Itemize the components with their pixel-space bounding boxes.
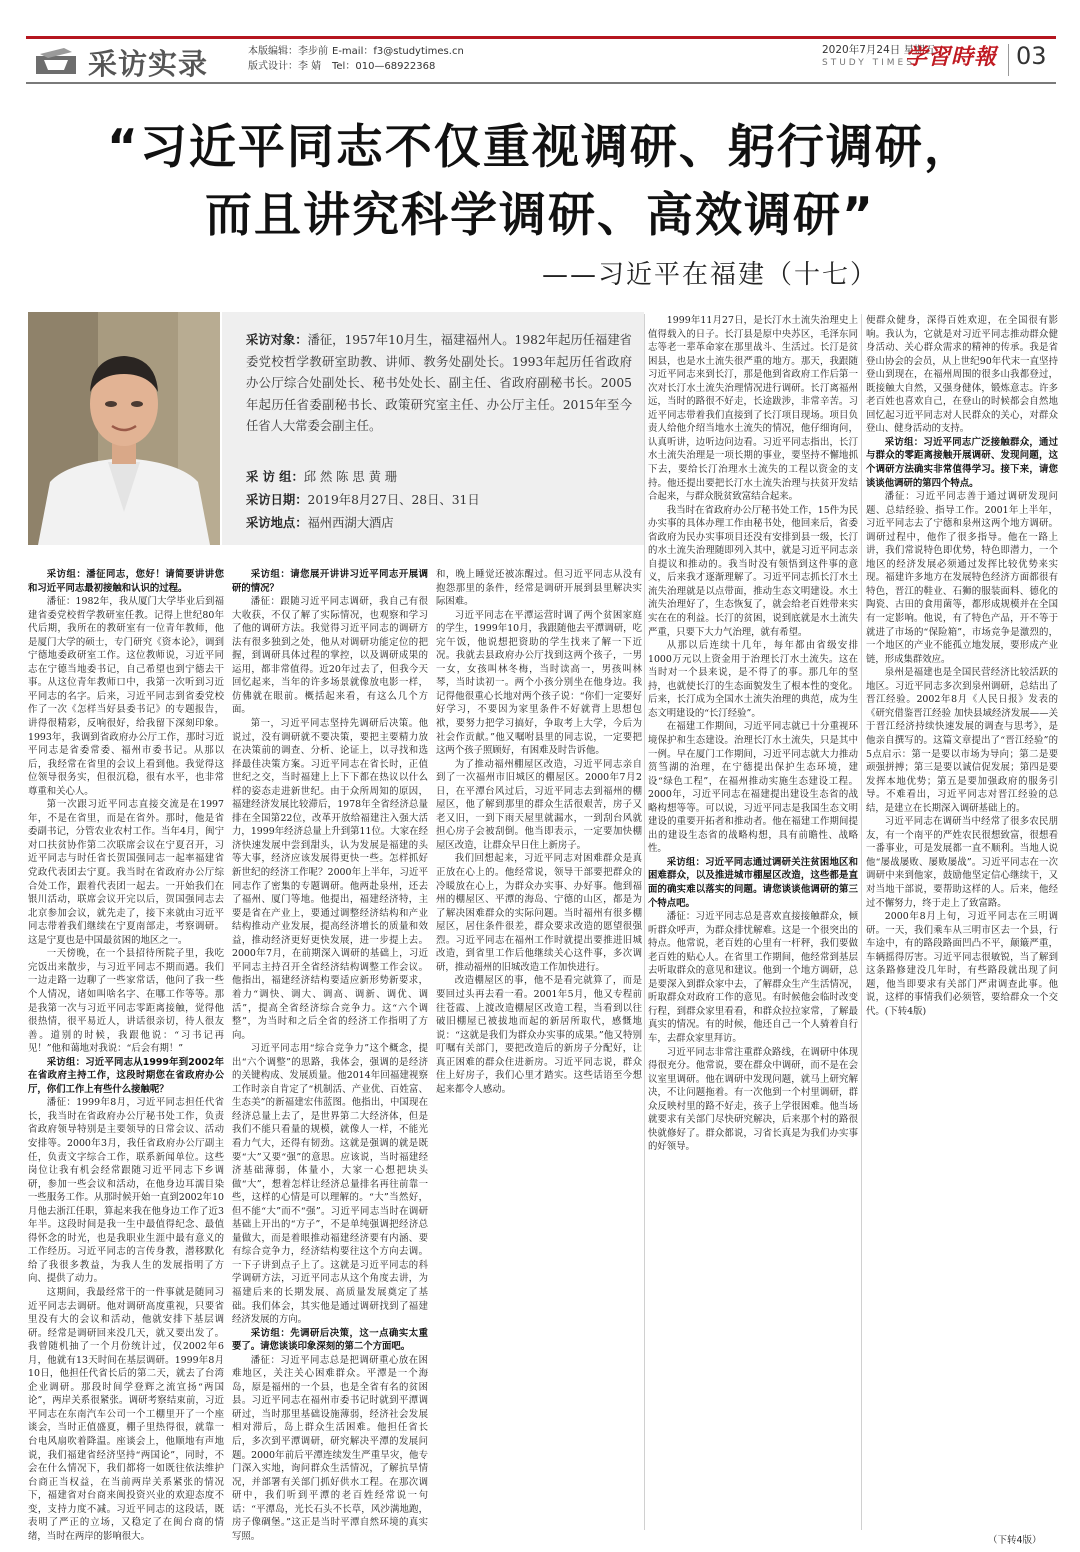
date-value: 2019年8月27日、28日、31日	[307, 493, 480, 507]
headline-subtitle: ——习近平在福建（十七）	[541, 260, 878, 290]
interviewee-photo	[28, 312, 220, 545]
paragraph: 泉州是福建也是全国民营经济比较活跃的地区。习近平同志多次到泉州调研，总结出了晋江经验。2002年8月《人民日报》发表的《研究借鉴晋江经验 加快县域经济发展——关于晋江经济持续快速发展的调查与思考》，是他亲自撰写的。这篇文章提出了“晋江经验”的5点启示：第一是要以市场为导向；第二是要顽强拼搏；第三是要以诚信促发展；第四是要发挥本地优势；第五是要加强政府的服务引导。不难看出，习近平同志对晋江经验的总结，是建立在长期深入调研基础上的。	[866, 667, 1058, 814]
article-column-1	[28, 568, 224, 1542]
place-label: 采访地点：	[246, 516, 308, 530]
profile-text: 潘征，1957年10月生，福建福州人。1982年起历任福建省委党校哲学教研室助教、讲师、教务处副处长。1993年起历任省政府办公厅综合处副处长、秘书处处长、副主任、省政府副秘书长。2005年起历任省委副秘书长、政策研究室主任、办公厅主任。2015年至今任省人大常委会副主任。	[246, 333, 632, 433]
interview-place	[246, 513, 394, 531]
paragraph: 改造棚屋区的事，他不是看完就算了，而是要回过头再去看一看。2001年5月，他又专程前往苍霞、上渡改造棚屋区改造工程，当看到以往破旧棚屋已被拔地而起的新居所取代，感慨地说：“这就是我们为群众办实事的成果。”他又特别叮嘱有关部门，要把改造后的新房子分配好，让真正困难的群众住进新房。习近平同志说，群众住上好房子，我们心里才踏实。这些话语至今想起来都令人感动。	[436, 975, 642, 1095]
paragraph: 2000年8月上旬，习近平同志在三明调研。一天，我们乘车从三明市区去一个县，行车途中，有的路段路面凹凸不平，颠簸严重，车辆摇得厉害。习近平同志很敏锐，当了解到这条路修建没几年时，有些路段就出现了问题，他当即要求有关部门严肃调查此事。他说，这样的事情我们必须管，要给群众一个交代。(下转4版)	[866, 911, 1058, 1017]
paragraph: 第一次跟习近平同志直接交流是在1997年，不是在省里，而是在省外。那时，他是省委副书记，分管农业农村工作。当年4月，闽宁对口扶贫协作第二次联席会议在宁夏召开，习近平同志与时任省长贺国强同志一起率福建省党政代表团去宁夏。我当时在省政府办公厅综合处工作，跟着代表团一起去。一开始我们在银川活动，联席会议开完以后，贺国强同志去北京参加会议，就先走了，接下来就由习近平同志带着我们继续在宁夏南部走，考察调研。这是宁夏也是中国最贫困的地区之一。	[28, 799, 224, 946]
paragraph: 潘征：习近平同志总是喜欢直接接触群众，倾听群众呼声，为群众排忧解难。这是一个很突出的特点。他常说，老百姓的心里有一杆秤，我们要做老百姓的贴心人。在省里工作期间，他经常到基层去听取群众的意见和建议。他到一个地方调研，总是要深入到群众家中去，了解群众生产生活情况，听取群众对政府工作的意见。有时候他会临时改变行程，到群众家里看看，和群众拉拉家常，了解最真实的情况。有的时候，他还自己一个人骑着自行车，去群众家里拜访。	[648, 911, 858, 1044]
paragraph: 潘征：1982年，我从厦门大学毕业后到福建省委党校哲学教研室任教。记得上世纪80年代后期，我所在的教研室有一位青年教师，他是厦门大学的硕士，专门研究《资本论》，调到宁德地委政研室工作。这位教师说，习近平同志在宁德当地委书记，自己希望也到宁德去干事。从这位青年教师口中，我第一次听到习近平同志的名字。后来，习近平同志到省委党校作了一次《怎样当好县委书记》的专题报告，讲得很精彩，反响很好，给我留下深刻印象。1993年，我调到省政府办公厅工作，那时习近平同志是省委常委、福州市委书记。从那以后，我经常在省里的会议上看到他。我觉得这位领导很务实，但很沉稳，很有水平，也非常尊重和关心人。	[28, 596, 224, 797]
interview-date	[246, 490, 480, 508]
masthead-top-rule	[26, 36, 1056, 39]
interview-question: 采访组：习近平同志通过调研关注贫困地区和困难群众，以及推进城市棚屋区改造，这些都是直面的确实难以落实的问题。请您谈谈他调研的第三个特点吧。	[648, 856, 858, 909]
contact-info	[332, 44, 464, 74]
paragraph: 便群众健身，深得百姓欢迎，在全国很有影响。我认为，它就是对习近平同志推动群众健身活动、关心群众需求的精神的传承。我是省登山协会的会员，从上世纪90年代末一直坚持登山到现在，在福州周围的很多山我都登过，既接触大自然，又强身健体，锻炼意志。许多老百姓也喜欢自己，在登山的时候都会自然地回忆起习近平同志对人民群众的关心，对群众登山、健身活动的支持。	[866, 315, 1058, 435]
email-line: E-mail：f3@studytimes.cn	[332, 46, 464, 57]
article-column-3	[436, 568, 642, 1530]
editor-line: 本版编辑：李步前	[248, 46, 328, 57]
date-label: 采访日期：	[246, 493, 308, 507]
paragraph: 我当时在省政府办公厅秘书处工作，15件为民办实事的具体办理工作由秘书处，他回来后，省委省政府为民办实事项目还没有安排到县一级，长汀的水土流失治理随即列入其中，就是习近平同志亲自提议和推动的。我当时没有领悟到这件事的意义，后来我才逐渐理解了。习近平同志抓长汀水土流失治理就是以点带面，推动生态文明建设。水土流失治理好了，生态恢复了，就会给老百姓带来实实在在的利益。长汀的贫困，说到底就是水土流失严重，只要下大力气治理，就有希望。	[648, 504, 858, 638]
interview-question: 采访组：习近平同志广泛接触群众，通过与群众的零距离接触开展调研、发现问题，这个调研方法确实非常值得学习。接下来，请您谈谈他调研的第四个特点。	[866, 436, 1058, 489]
interviewee-profile	[246, 330, 632, 438]
page-number: 03	[1016, 42, 1047, 70]
paragraph: 为了推动福州棚屋区改造，习近平同志亲自到了一次福州市旧城区的棚屋区。2000年7月2日，在平潭台风过后，习近平同志去到福州的棚屋区，他了解到那里的群众生活很艰苦，房子又老又旧，一到下雨天屋里就漏水，一到刮台风就担心房子会被刮倒。他当即表示，一定要加快棚屋区改造，让群众早日住上新房子。	[436, 758, 642, 851]
paragraph: 在福建工作期间，习近平同志就已十分重视环境保护和生态建设。治理长汀水土流失，只是其中一例。早在厦门工作期间，习近平同志就大力推动筼筜湖的治理，在宁德提出保护生态环境，建设“绿色工程”，在福州推动实施生态建设工程。2000年，习近平同志在福建提出建设生态省的战略构想等等。可以说，习近平同志是我国生态文明建设的重要开拓者和推动者。他在福建工作期间提出的建设生态省的战略构想，具有前瞻性、战略性。	[648, 721, 858, 855]
headline-line-1: “习近平同志不仅重视调研、躬行调研，	[107, 120, 973, 175]
place-value: 福州西湖大酒店	[307, 516, 394, 530]
masthead-bottom-rule	[26, 82, 1056, 84]
paragraph: 潘征：1999年8月，习近平同志担任代省长，我当时在省政府办公厅秘书处工作，负责省政府领导特别是主要领导的日常会议、活动安排等。2000年3月，我任省政府办公厅副主任，负责文字综合工作，联系新闻单位。这些岗位让我有机会经常跟随习近平同志下乡调研，参加一些会议和活动，在他身边耳濡目染一些服务工作。从那时候开始一直到2002年10月他去浙江任职，算起来我在他身边工作了近3年半。这段时间是我一生中最值得纪念、最值得怀念的时光，也是我职业生涯中最有意义的工作经历。习近平同志的言传身教，潜移默化给了我很多教益，为我人生的发展指明了方向、提供了动力。	[28, 1097, 224, 1285]
paragraph: 我们回想起来，习近平同志对困难群众是真正放在心上的。他经常说，领导干部要把群众的冷暖放在心上，为群众办实事、办好事。他到福州的棚屋区、平潭的海岛、宁德的山区，都是为了解决困难群众的实际问题。当时福州有很多棚屋区，居住条件很差，群众要求改造的愿望很强烈。习近平同志在福州工作时就提出要推进旧城改造，到省里工作后他继续关心这件事，多次调研，推动福州的旧城改造工作加快进行。	[436, 853, 642, 973]
interview-question: 采访组：请您展开讲讲习近平同志开展调研的情况？	[232, 569, 428, 594]
paragraph: 习近平同志非常注重群众路线，在调研中体现得很充分。他常说，要在群众中调研，而不是在会议室里调研。他在调研中发现问题，就马上研究解决，不让问题拖着。有一次他到一个村里调研，群众反映村里的路不好走，孩子上学很困难。他当场就要求有关部门尽快研究解决，后来那个村的路很快就修好了。群众都说，习省长真是为我们办实事的好领导。	[648, 1046, 858, 1153]
article-column-4	[648, 314, 858, 1530]
continued-on-page: （下转4版）	[988, 1535, 1042, 1546]
editor-credits	[248, 44, 328, 74]
paragraph: 一天傍晚，在一个县招待所院子里，我吃完饭出来散步，与习近平同志不期而遇。我们一边走路一边聊了一些家常话，他问了我一些个人情况，诸如叫啥名字、在哪工作等等。那是我第一次与习近平同志零距离接触，觉得他很热情，很平易近人，讲话很亲切，待人很友善。道别的时候，我跟他说：“习书记再见！”他和蔼地对我说：“后会有期！”	[28, 948, 224, 1055]
paragraph: 第一，习近平同志坚持先调研后决策。他说过，没有调研就不要决策，要把主要精力放在决策前的调查、分析、论证上，以寻找和选择最佳决策方案。习近平同志在省长时，正值世纪之交，当时福建上上下下都在热议以什么样的姿态走进新世纪。由于众所周知的原因，福建经济发展比较滞后，1978年全省经济总量排在全国第22位，改革开放给福建注入强大活力，1999年经济总量上升到第11位。大家在经济快速发展中尝到甜头，认为发展是福建的头等大事，经济应该发展得更快一些。怎样抓好新世纪的经济工作呢？2000年上半年，习近平同志作了密集的专题调研。他两赴泉州，还去了福州、厦门等地。他提出，福建经济特，主要是省在产业上，要通过调整经济结构和产业结构推动产业发展，提高经济增长的质量和效益，推动经济更好更快发展，进一步提上去。2000年7月，在前期深入调研的基础上，习近平同志主持召开全省经济结构调整工作会议。他指出，福建经济结构要适应新形势新要求，着力“调快、调大、调高、调新、调优、调活”，提高全省经济综合竞争力。这“六个调整”，为当时和之后全省的经济工作指明了方向。	[232, 718, 428, 1041]
article-column-5	[866, 314, 1058, 1530]
profile-label: 采访对象：	[246, 333, 308, 347]
article-column-2	[232, 568, 428, 1542]
section-pen-icon	[34, 46, 78, 76]
paper-english-name: STUDY TIMES	[822, 58, 915, 68]
interview-question: 采访组：习近平同志从1999年到2002年在省政府主持工作，这段时期您在省政府办公厅，你们工作上有些什么接触呢？	[28, 1056, 224, 1095]
paragraph: 和，晚上睡觉还被冻醒过。但习近平同志从没有抱怨那里的条件，经常是调研开展到县里解决实际困难。	[436, 569, 642, 608]
designer-line: 版式设计：李 婧	[248, 61, 322, 72]
paragraph: 习近平同志在平潭运营时调了两个贫困家庭的学生，1999年10月，我跟随他去平潭调研，吃完午饭，他说想把资助的学生找来了解一下近况。我就去县政府办公厅找到这两个孩子，一男一女，女孩叫林冬梅，当时读高一，男孩叫林琴，当时读初一。两个小孩分别坐在他身边。我记得他很重心长地对两个孩子说：“你们一定要好好学习，不要因为家里条件不好就背上思想包袱，要努力把学习搞好，争取考上大学，今后为社会作贡献。”他又嘱咐县里的同志说，一定要把这两个孩子照顾好，有困难及时告诉他。	[436, 609, 642, 757]
logo-separator	[1008, 44, 1009, 76]
paragraph: 1999年11月27日，是长汀水土流失治理史上值得载入的日子。长汀县是原中央苏区，毛泽东同志等老一辈革命家在那里战斗、生活过。长汀是贫困县，也是水土流失很严重的地方。那天，我跟随习近平同志来到长汀，那是他到省政府工作后第一次对长汀水土流失治理情况进行调研。长汀离福州远，当时的路很不好走，长途跋涉，非常辛苦。习近平同志带着我们直接到了长汀项目现场。项目负责人给他介绍当地水土流失的情况，他仔细询问，认真听讲，边听边问边看。习近平同志指出，长汀水土流失治理是一项长期的事业，要坚持不懈地抓下去，要给长汀治理水土流失的工程以资金的支持。他还提出要把长汀水土流失治理与扶贫开发结合起来，与群众脱贫致富结合起来。	[648, 315, 858, 503]
phone-line: Tel：010—68922368	[332, 61, 436, 72]
issue-date: 2020年7月24日 星期五	[822, 44, 936, 56]
paragraph: 潘征：跟随习近平同志调研，我自己有很大收获，不仅了解了实际情况，也观察和学习了他的调研方法。我觉得习近平同志的调研方法有很多独到之处，他从对调研功能定位的把握，到调研具体过程的掌控，以及调研成果的运用，都非常值得。近20年过去了，但我今天回忆起来，当年的许多场景就像放电影一样，仿佛就在眼前。概括起来看，有这么几个方面。	[232, 596, 428, 716]
column-divider	[861, 314, 862, 1530]
paragraph: 习近平同志用“综合竞争力”这个概念，提出“六个调整”的思路，我体会，强调的是经济的关键构成、发展质量。他2014年回福建视察工作时亲自肯定了“机制活、产业优、百姓富、生态美”的新福建宏伟蓝图。他指出，中国现在经济总量上去了，是世界第二大经济体，但是我们不能只看量的规模，就像人一样，不能光看力气大，还得有韧劲。这就是强调的就是既要“大”又要“强”的意思。应该说，当时福建经济基础薄弱，体量小，大家一心想把块头做“大”，想着怎样让经济总量排名再往前靠一些，这样的心情是可以理解的。“大”当然好，但不能“大”而不“强”。习近平同志当时在调研基础上开出的“方子”，不是单纯强调把经济总量做大，而是着眼推动福建经济要有内涵、要有综合竞争力，经济结构要往这个方向去调。一下子讲到点子上了。这就是习近平同志的科学调研方法，习近平同志从这个角度去讲，为福建后来的长期发展、高质量发展奠定了基础。我们体会，其实他是通过调研找到了福建经济发展的方向。	[232, 1043, 428, 1326]
paper-logo: 学習時報	[905, 44, 998, 70]
column-divider	[644, 314, 645, 1530]
portrait-illustration	[28, 312, 220, 545]
paragraph: 从那以后连续十几年，每年都由省级安排1000万元以上资金用于治理长汀水土流失。这在当时对一个县来说，是不得了的事。那几年的坚持，也就使长汀的生态面貌发生了根本性的变化。后来，长汀成为全国水土流失治理的典范，成为生态文明建设的“长汀经验”。	[648, 640, 858, 719]
section-title: 采访实录	[88, 47, 209, 81]
paragraph: 习近平同志在调研当中经常了很多农民朋友，有一个南平的严姓农民很想致富，很想看一番事业，可是发展都一直不顺利。当地人说他“屡战屡败、屡败屡战”。习近平同志在一次调研中来到他家，鼓励他坚定信心继续干，又对当地干部说，要帮助这样的人。后来，他经过不懈努力，终于走上了致富路。	[866, 816, 1058, 909]
team-value: 邱 然 陈 思 黄 珊	[303, 470, 398, 484]
section-header	[26, 40, 236, 80]
headline-line-2: 而且讲究科学调研、高效调研”	[205, 188, 875, 243]
interview-team	[246, 467, 397, 485]
paragraph: 这期间，我最经常干的一件事就是随同习近平同志去调研。他对调研高度重视，只要省里没有大的会议和活动，他就安排下基层调研。经常是调研回来没几天，就又要出发了。我曾随机抽了一个月份统计过，仅2002年6月，他就有13天时间在基层调研。1999年8月10日，他担任代省长后的第二天，就去了台湾企业调研。那段时间学登辉之流宣扬“两国论”，两岸关系很紧张。调研考察结束前，习近平同志在东南汽车公司一个工棚里开了一个座谈会，当时正值盛夏，棚子里热得很，就靠一台电风扇吹着降温。座谈会上，他顺地有声地说，我们福建省经济坚持“两国论”，同时，不会在什么情况下，我们都将一如既往依法维护台商正当权益，在当前两岸关系紧张的情况下，福建省对台商来闽投资兴业的欢迎态度不变，支持力度不减。习近平同志的这段话，既表明了严正的立场，又稳定了在闽台商的情绪，当时在两岸的影响很大。	[28, 1286, 224, 1542]
interview-question: 采访组：潘征同志，您好！请简要讲讲您和习近平同志最初接触和认识的过程。	[28, 569, 224, 594]
paragraph: 潘征：习近平同志善于通过调研发现问题、总结经验、指导工作。2001年上半年，习近平同志去了宁德和泉州这两个地方调研。调研过程中，他作了很多指导。他在一路上讲，我们常说特色即优势，特色即潜力，一个地区的经济发展必须通过发挥比较优势来实现。福建许多地方在发展特色经济方面都很有特色，晋江的鞋业、石狮的服装面料、德化的陶瓷、古田的食用菌等，都形成规模并在全国有一定影响。他说，有了特色产品，开不等于就进了市场的“保险箱”，市场竞争是激烈的，一个地区的产业不能孤立地发展，要形成产业链，形成集群效应。	[866, 491, 1058, 665]
paragraph: 潘征：习近平同志总是把调研重心放在困难地区，关注关心困难群众。平潭是一个海岛，原是福州的一个县，也是全省有名的贫困县。习近平同志在福州市委书记时就到平潭调研过，当时那里基础设施薄弱，经济社会发展相对滞后，岛上群众生活困难。他担任省长后，多次到平潭调研，研究解决平潭的发展问题。2000年前后平潭连续发生严重旱灾，他专门深入实地，询问群众生活情况，了解抗旱情况，并部署有关部门抓好供水工程。在那次调研中，我们听到平潭的老百姓经常说一句话：“平潭岛，光长石头不长草，风沙满地跑，房子像碉堡。”这正是当时平潭自然环境的真实写照。	[232, 1354, 428, 1542]
team-label: 采 访 组：	[246, 470, 304, 484]
interview-question: 采访组：先调研后决策，这一点确实太重要了。请您谈谈印象深刻的第二个方面吧。	[232, 1327, 428, 1353]
